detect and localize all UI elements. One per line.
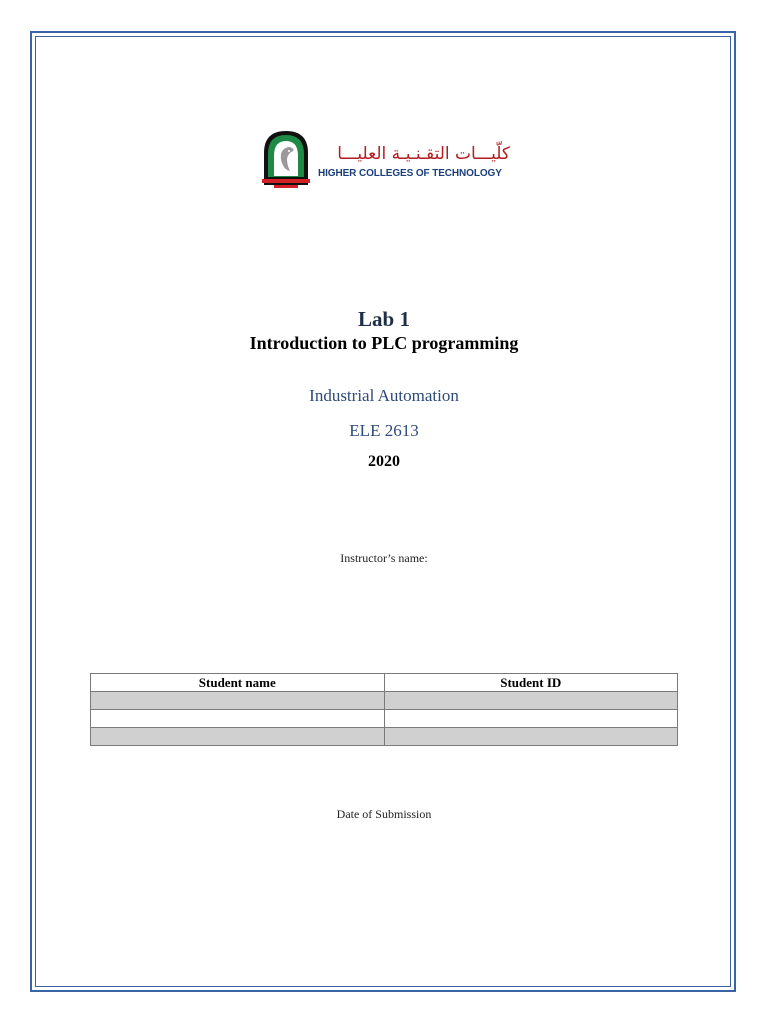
table-row bbox=[91, 728, 678, 746]
table-row bbox=[91, 692, 678, 710]
course-name: Industrial Automation bbox=[309, 386, 459, 405]
student-id-header: Student ID bbox=[384, 674, 678, 692]
table-row bbox=[91, 710, 678, 728]
course-year: 2020 bbox=[368, 453, 400, 470]
student-id-cell[interactable] bbox=[384, 710, 678, 728]
student-id-cell[interactable] bbox=[384, 692, 678, 710]
student-id-cell[interactable] bbox=[384, 728, 678, 746]
student-name-cell[interactable] bbox=[91, 728, 385, 746]
student-name-header: Student name bbox=[91, 674, 385, 692]
table-header-row bbox=[91, 674, 678, 692]
logo-english-text: HIGHER COLLEGES OF TECHNOLOGY bbox=[318, 168, 502, 179]
lab-title: Lab 1 bbox=[358, 307, 410, 331]
student-name-cell[interactable] bbox=[91, 710, 385, 728]
hct-logo bbox=[254, 124, 524, 196]
instructor-name-label: Instructor’s name: bbox=[340, 551, 428, 565]
student-table bbox=[90, 673, 678, 746]
hct-emblem-icon bbox=[260, 127, 312, 189]
student-name-cell[interactable] bbox=[91, 692, 385, 710]
course-code: ELE 2613 bbox=[349, 421, 419, 440]
lab-subtitle: Introduction to PLC programming bbox=[249, 333, 519, 353]
logo-arabic-text: كلّيـــات التقـنـيـة العليـــا bbox=[337, 144, 510, 164]
submission-date-label: Date of Submission bbox=[336, 807, 432, 821]
